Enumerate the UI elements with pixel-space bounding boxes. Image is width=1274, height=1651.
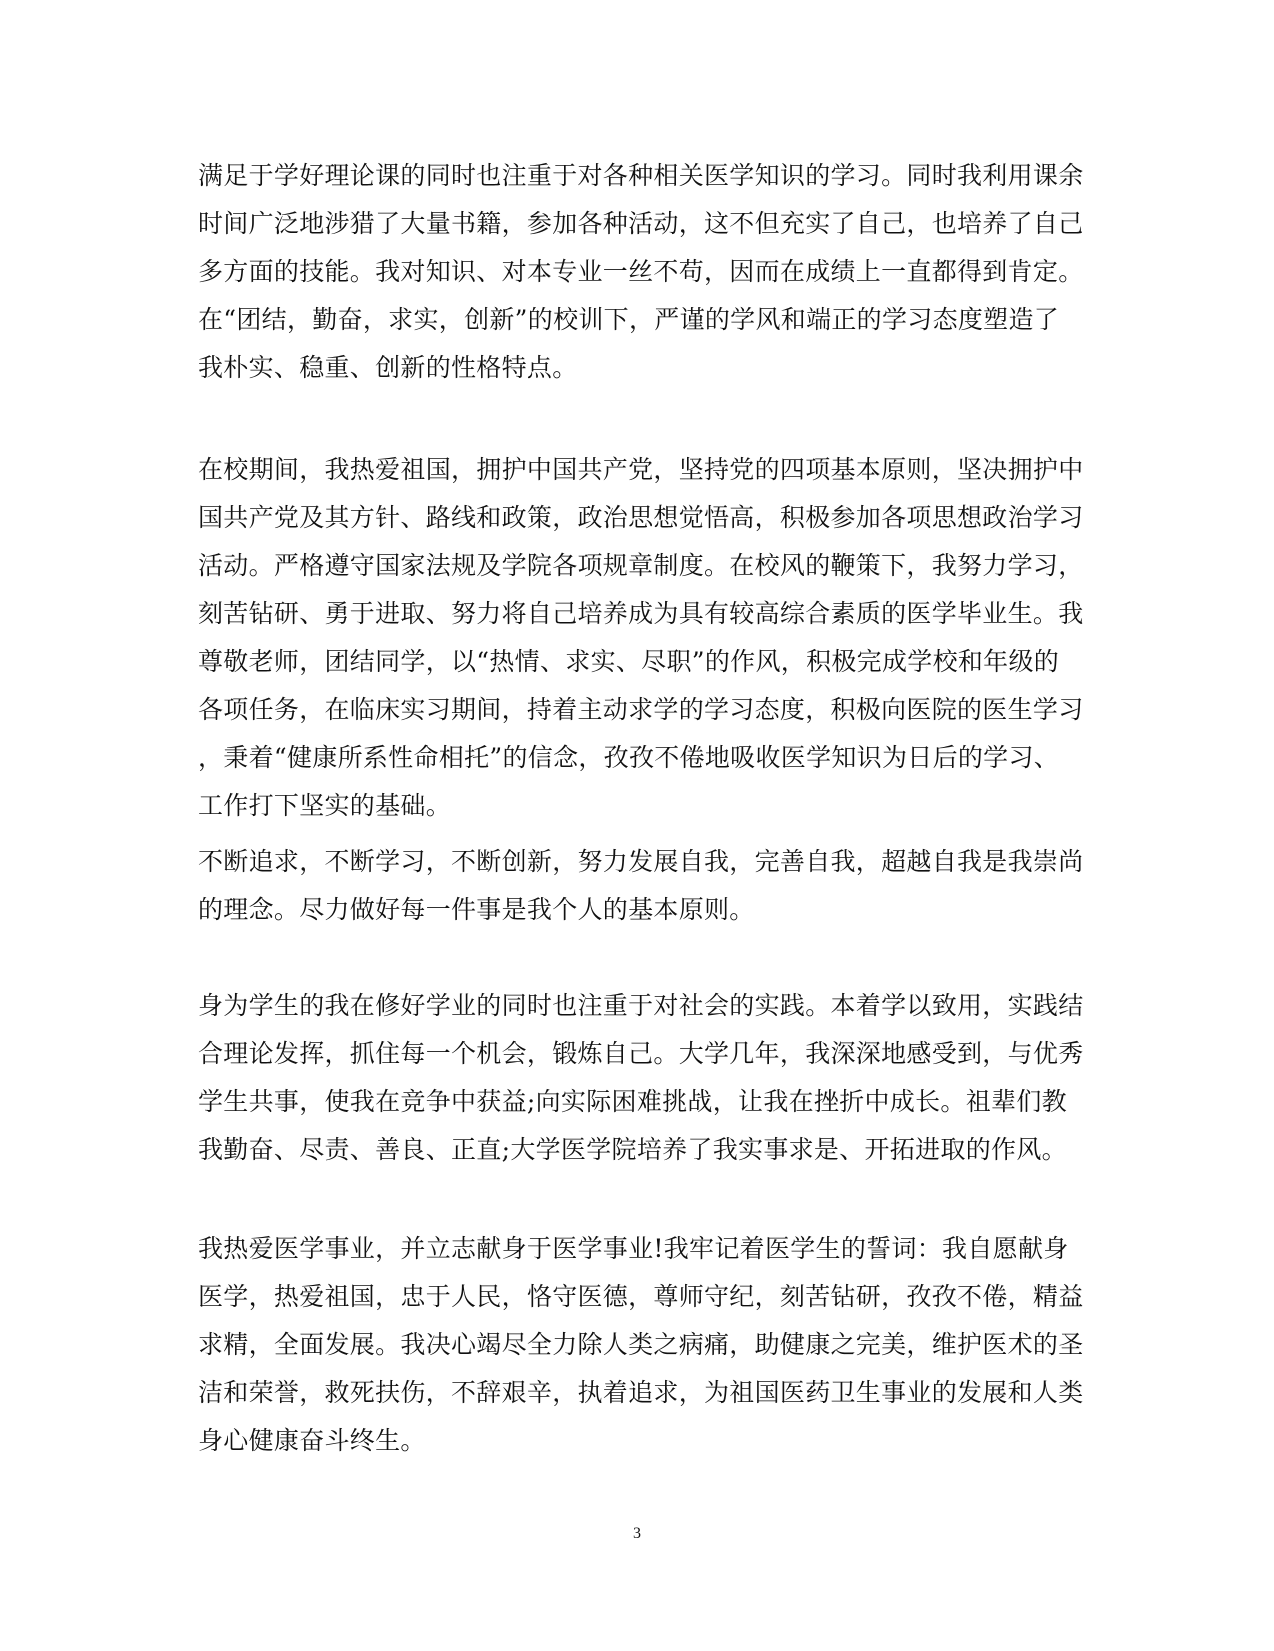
- text-line: 满足于学好理论课的同时也注重于对各种相关医学知识的学习。同时我利用课余: [198, 161, 1084, 190]
- text-line: 在校期间，我热爱祖国，拥护中国共产党，坚持党的四项基本原则，坚决拥护中: [198, 455, 1084, 484]
- text-line: 身心健康奋斗终生。: [198, 1426, 426, 1455]
- text-line: 洁和荣誉，救死扶伤，不辞艰辛，执着追求，为祖国医药卫生事业的发展和人类: [198, 1378, 1084, 1407]
- text-line: 刻苦钻研、勇于进取、努力将自己培养成为具有较高综合素质的医学毕业生。我: [198, 599, 1084, 628]
- text-line: 国共产党及其方针、路线和政策，政治思想觉悟高，积极参加各项思想政治学习: [198, 503, 1084, 532]
- text-line: 多方面的技能。我对知识、对本专业一丝不苟，因而在成绩上一直都得到肯定。: [198, 257, 1084, 286]
- text-line: ，秉着“健康所系性命相托”的信念，孜孜不倦地吸收医学知识为日后的学习、: [198, 743, 1060, 772]
- text-line: 的理念。尽力做好每一件事是我个人的基本原则。: [198, 895, 755, 924]
- text-line: 我热爱医学事业，并立志献身于医学事业!我牢记着医学生的誓词：我自愿献身: [198, 1234, 1069, 1263]
- paragraph-oath: [198, 1225, 1084, 1465]
- text-line: 时间广泛地涉猎了大量书籍，参加各种活动，这不但充实了自己，也培养了自己: [198, 209, 1084, 238]
- page-number: 3: [633, 1525, 641, 1542]
- paragraph-school-period: [198, 446, 1084, 830]
- paragraph-study: [198, 152, 1084, 392]
- text-line: 尊敬老师，团结同学，以“热情、求实、尽职”的作风，积极完成学校和年级的: [198, 647, 1060, 676]
- text-line: 求精，全面发展。我决心竭尽全力除人类之病痛，助健康之完美，维护医术的圣: [198, 1330, 1084, 1359]
- text-line: 我朴实、稳重、创新的性格特点。: [198, 353, 578, 382]
- text-line: 学生共事，使我在竞争中获益;向实际困难挑战，让我在挫折中成长。祖辈们教: [198, 1087, 1067, 1116]
- text-line: 合理论发挥，抓住每一个机会，锻炼自己。大学几年，我深深地感受到，与优秀: [198, 1039, 1084, 1068]
- text-line: 活动。严格遵守国家法规及学院各项规章制度。在校风的鞭策下，我努力学习，: [198, 551, 1084, 580]
- text-line: 身为学生的我在修好学业的同时也注重于对社会的实践。本着学以致用，实践结: [198, 991, 1084, 1020]
- paragraph-philosophy: [198, 838, 1084, 934]
- text-line: 医学，热爱祖国，忠于人民，恪守医德，尊师守纪，刻苦钻研，孜孜不倦，精益: [198, 1282, 1084, 1311]
- paragraph-practice: [198, 982, 1084, 1174]
- text-line: 工作打下坚实的基础。: [198, 791, 452, 820]
- text-line: 我勤奋、尽责、善良、正直;大学医学院培养了我实事求是、开拓进取的作风。: [198, 1135, 1067, 1164]
- text-line: 在“团结，勤奋，求实，创新”的校训下，严谨的学风和端正的学习态度塑造了: [198, 305, 1060, 334]
- text-line: 不断追求，不断学习，不断创新，努力发展自我，完善自我，超越自我是我崇尚: [198, 847, 1084, 876]
- text-line: 各项任务，在临床实习期间，持着主动求学的学习态度，积极向医院的医生学习: [198, 695, 1084, 724]
